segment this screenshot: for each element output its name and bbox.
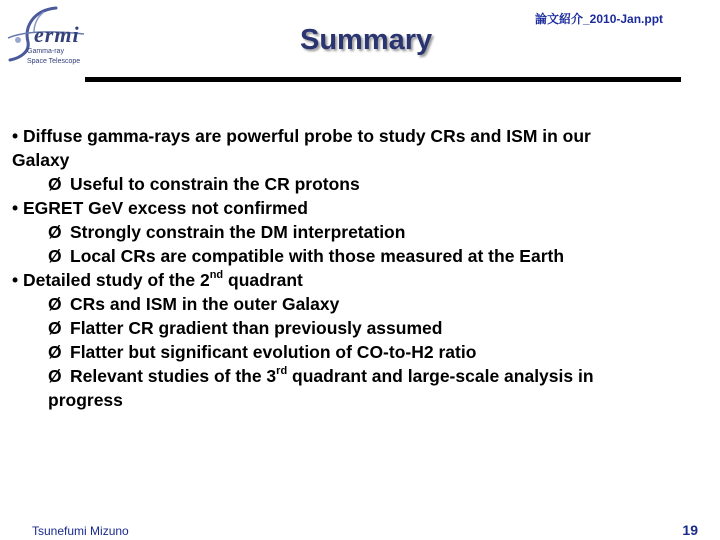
title-divider [85, 77, 681, 82]
arrow-bullet-icon: Ø [48, 174, 62, 194]
sub-bullet-text: Flatter but significant evolution of CO-to-H2 ratio [70, 342, 477, 362]
page-number: 19 [682, 522, 698, 538]
bullet-text: • Detailed study of the 2 [12, 270, 210, 290]
arrow-bullet-icon: Ø [48, 222, 62, 242]
logo-subtitle-1: Gamma-ray [27, 48, 64, 55]
arrow-bullet-icon: Ø [48, 294, 62, 314]
sub-bullet-text: Local CRs are compatible with those measured at the Earth [70, 246, 565, 266]
sub-bullet-text: Flatter CR gradient than previously assumed [70, 318, 443, 338]
sub-bullet [12, 340, 692, 364]
summary-body [12, 124, 692, 412]
sub-bullet-text: quadrant and large-scale analysis in [287, 366, 594, 386]
slide-title: Summary [300, 24, 433, 56]
sub-bullet [12, 316, 692, 340]
arrow-bullet-icon: Ø [48, 342, 62, 362]
logo-wordmark: ermi [34, 22, 80, 47]
bullet-line: • Diffuse gamma-rays are powerful probe to study CRs and ISM in our [12, 126, 591, 146]
sub-bullet [12, 244, 692, 268]
logo-subtitle-2: Space Telescope [27, 58, 81, 65]
arrow-bullet-icon: Ø [48, 246, 62, 266]
sub-bullet [12, 220, 692, 244]
sub-bullet [12, 292, 692, 316]
sub-bullet-continuation: progress [48, 390, 123, 410]
sub-bullet-text: Useful to constrain the CR protons [70, 174, 360, 194]
sub-bullet-text: Strongly constrain the DM interpretation [70, 222, 406, 242]
footer-author: Tsunefumi Mizuno [32, 524, 129, 538]
ordinal-suffix: nd [209, 269, 224, 282]
sub-bullet-text: Relevant studies of the 3 [70, 366, 277, 386]
bullet-text: quadrant [223, 270, 303, 290]
sub-bullet-text: CRs and ISM in the outer Galaxy [70, 294, 340, 314]
file-name-note: 論文紹介_2010-Jan.ppt [535, 12, 664, 26]
bullet-continuation: Galaxy [12, 150, 70, 170]
fermi-logo [4, 4, 94, 72]
arrow-bullet-icon: Ø [48, 318, 62, 338]
sub-bullet [12, 364, 692, 388]
ordinal-suffix: rd [276, 365, 288, 378]
arrow-bullet-icon: Ø [48, 366, 62, 386]
sub-bullet [12, 172, 692, 196]
bullet-line [12, 268, 692, 292]
bullet-line: • EGRET GeV excess not confirmed [12, 198, 308, 218]
